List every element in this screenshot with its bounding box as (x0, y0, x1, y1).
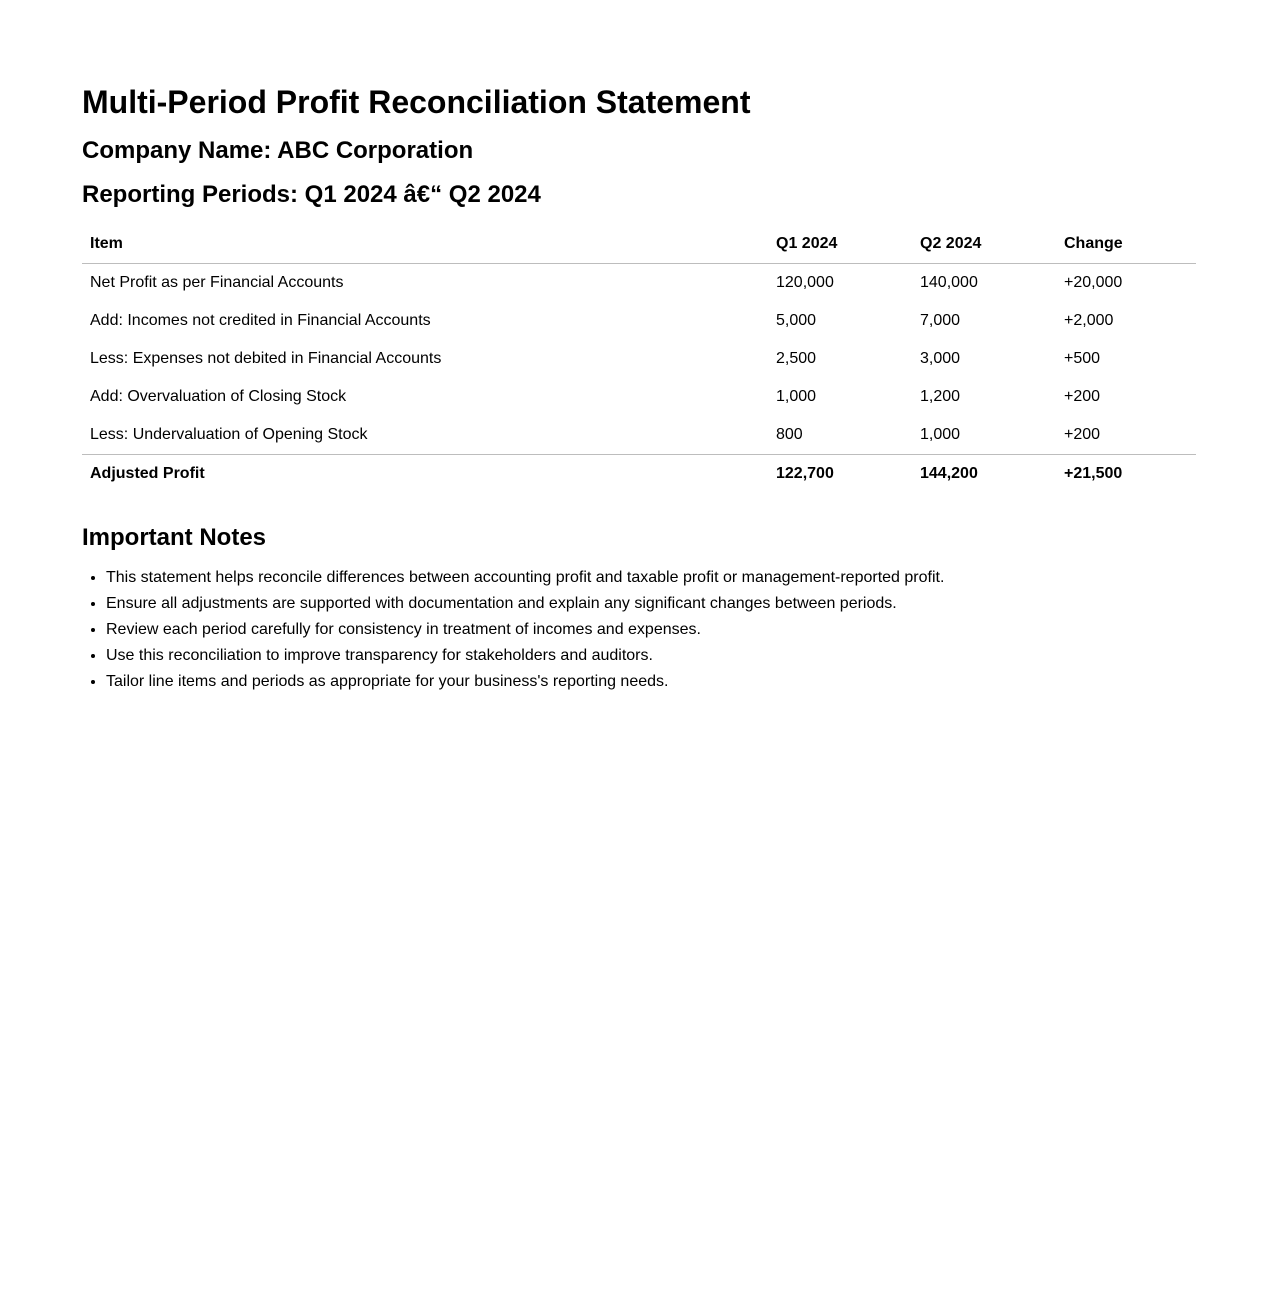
row-item-cell: Less: Undervaluation of Opening Stock (90, 426, 368, 443)
row-change-cell: +200 (1064, 388, 1101, 405)
row-q1-cell: 5,000 (776, 312, 817, 329)
column-header-q2: Q2 2024 (912, 224, 1056, 264)
reconciliation-table (82, 224, 1196, 493)
column-header-q1: Q1 2024 (768, 224, 912, 264)
row-item-cell: Net Profit as per Financial Accounts (90, 274, 344, 291)
reporting-periods: Reporting Periods: Q1 2024 â€“ Q2 2024 (82, 181, 541, 208)
total-item-cell: Adjusted Profit (82, 455, 768, 494)
row-q2-cell: 1,200 (920, 388, 961, 405)
total-q1-cell: 122,700 (768, 455, 912, 494)
page-title: Multi-Period Profit Reconciliation Statement (82, 84, 751, 120)
note-item: • Use this reconciliation to improve transparency for stakeholders and auditors. (106, 643, 944, 669)
column-header-change: Change (1056, 224, 1196, 264)
row-q1-cell: 800 (776, 426, 803, 443)
row-q2-cell: 3,000 (920, 350, 961, 367)
row-item-cell: Add: Incomes not credited in Financial Accounts (90, 312, 431, 329)
note-item: • Tailor line items and periods as appropriate for your business's reporting needs. (106, 669, 944, 695)
total-q2-cell: 144,200 (912, 455, 1056, 494)
notes-list (82, 565, 944, 695)
table-row (82, 378, 1196, 416)
row-q1-cell: 120,000 (776, 274, 834, 291)
note-item: • Ensure all adjustments are supported with documentation and explain any significant changes between periods. (106, 591, 944, 617)
row-change-cell: +20,000 (1064, 274, 1123, 291)
notes-heading: Important Notes (82, 524, 267, 551)
company-name: Company Name: ABC Corporation (82, 137, 474, 164)
table-row (82, 264, 1196, 303)
row-q2-cell: 1,000 (920, 426, 961, 443)
table-row (82, 340, 1196, 378)
row-q2-cell: 140,000 (920, 274, 978, 291)
table-row (82, 302, 1196, 340)
row-item-cell: Less: Expenses not debited in Financial Accounts (90, 350, 442, 367)
note-item: • Review each period carefully for consistency in treatment of incomes and expenses. (106, 617, 944, 643)
column-header-item: Item (82, 224, 768, 264)
note-item: • This statement helps reconcile differences between accounting profit and taxable profit or management-reported profit. (106, 565, 944, 591)
table-header-row (82, 224, 1196, 264)
row-change-cell: +200 (1064, 426, 1101, 443)
row-q2-cell: 7,000 (920, 312, 961, 329)
row-item-cell: Add: Overvaluation of Closing Stock (90, 388, 347, 405)
total-change-cell: +21,500 (1056, 455, 1196, 494)
total-row (82, 455, 1196, 494)
row-change-cell: +2,000 (1064, 312, 1114, 329)
row-change-cell: +500 (1064, 350, 1101, 367)
row-q1-cell: 2,500 (776, 350, 817, 367)
table-row (82, 416, 1196, 455)
row-q1-cell: 1,000 (776, 388, 817, 405)
